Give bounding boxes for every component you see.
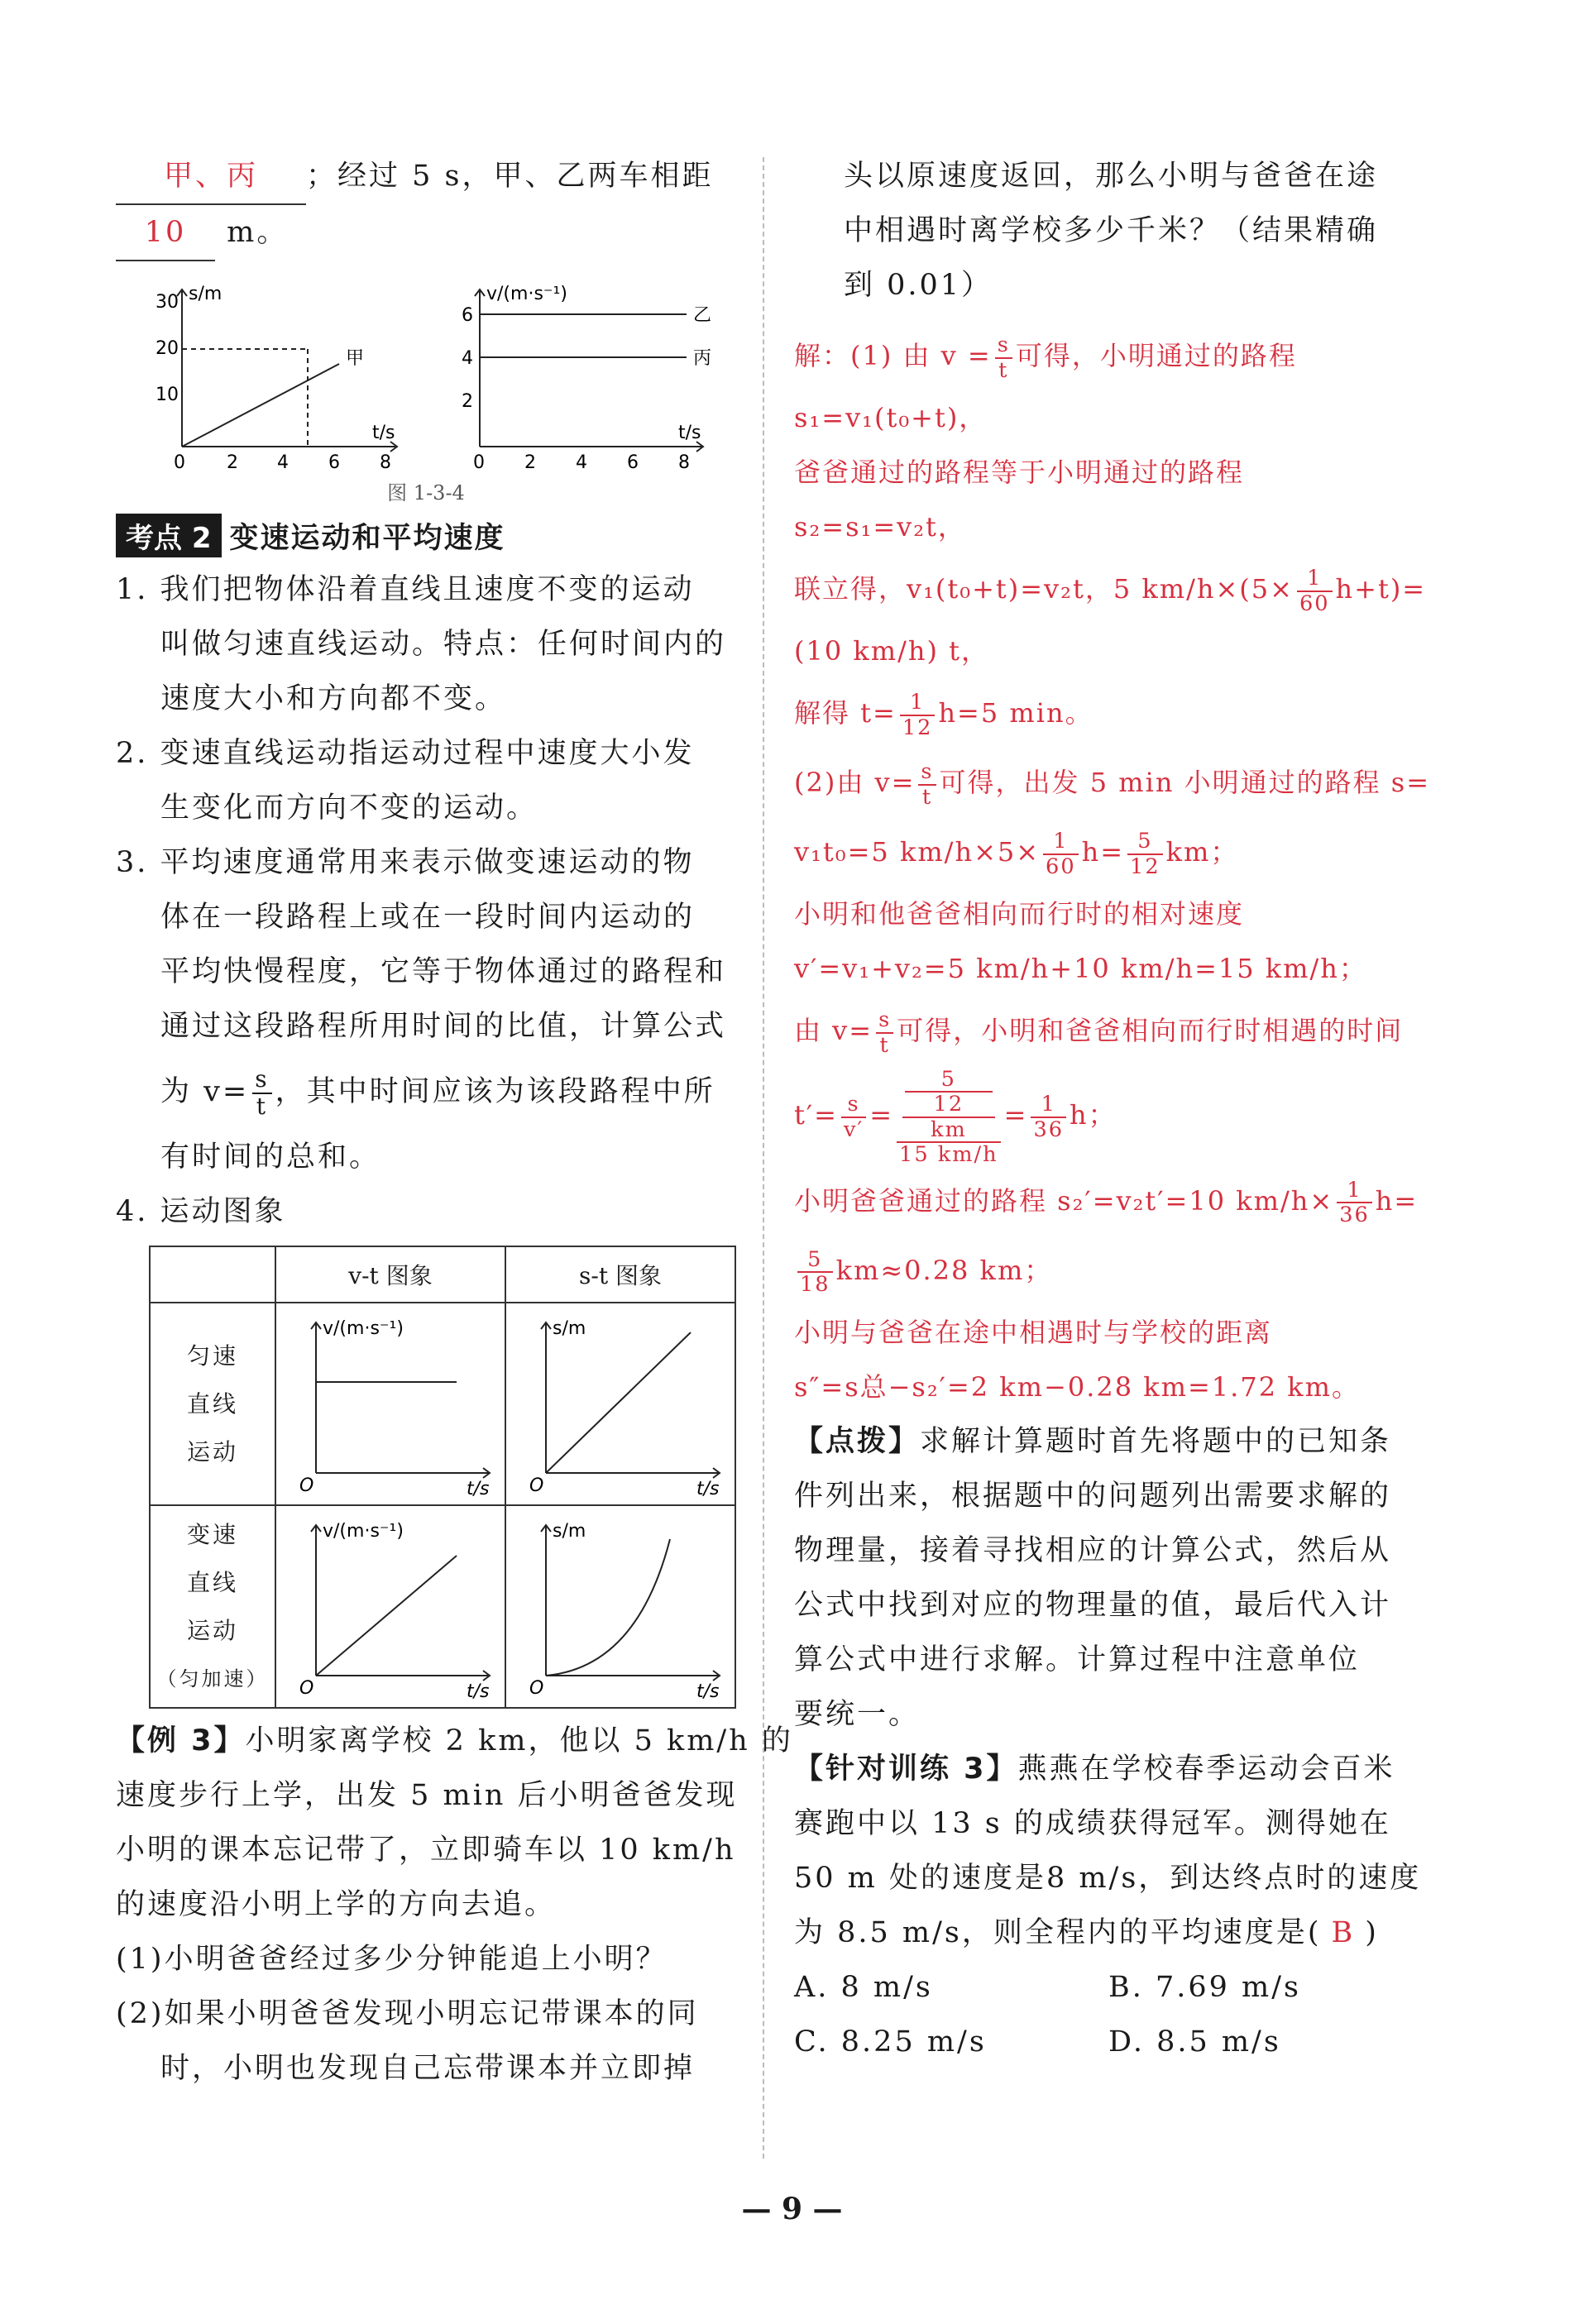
fraction-den: 12 bbox=[902, 715, 933, 740]
training-line bbox=[794, 1906, 1423, 1960]
solution-line bbox=[794, 1065, 1423, 1166]
v-t-ytick: 4 bbox=[462, 348, 473, 369]
solution-text: = bbox=[1003, 1099, 1028, 1131]
fraction-den: 12 bbox=[933, 1092, 964, 1117]
answer-blank-2: 10 bbox=[116, 205, 215, 261]
s-t-xtick: 4 bbox=[277, 452, 289, 471]
solution-text: 解得 t= bbox=[794, 697, 897, 729]
unit-text: km bbox=[930, 1117, 967, 1142]
solution-line: 小明与爸爸在途中相遇时与学校的距离 bbox=[794, 1316, 1273, 1348]
compound-fraction bbox=[897, 1068, 1001, 1166]
fraction-den: 18 bbox=[800, 1272, 830, 1298]
example-line bbox=[116, 1714, 793, 1768]
para-2-line: 生变化而方向不变的运动。 bbox=[160, 791, 538, 825]
uniform-vt-graph bbox=[283, 1308, 498, 1498]
solution-text: km； bbox=[1165, 836, 1239, 868]
axis-label-s: s/m bbox=[553, 1520, 586, 1542]
fraction-den: 36 bbox=[1339, 1203, 1370, 1228]
solution-text: v₁t₀=5 km/h×5× bbox=[794, 836, 1041, 868]
fraction bbox=[841, 1093, 866, 1140]
training-tag: 【针对训练 3】 bbox=[794, 1752, 1018, 1786]
fraction-num: 1 bbox=[1031, 1093, 1066, 1117]
fraction-s-over-t bbox=[252, 1064, 271, 1120]
fraction bbox=[1043, 830, 1079, 877]
solution-text: 可得，出发 5 min 小明通过的路程 s= bbox=[939, 767, 1431, 798]
para-1-line: 速度大小和方向都不变。 bbox=[160, 682, 507, 715]
solution-text: 可得，小明通过的路程 bbox=[1015, 340, 1297, 371]
fraction bbox=[1031, 1093, 1066, 1140]
fraction-num: s bbox=[876, 1008, 893, 1033]
s-t-graph bbox=[132, 273, 414, 471]
v-t-ytick: 2 bbox=[462, 391, 473, 412]
fraction bbox=[1297, 567, 1333, 614]
solution-text: h+t)= bbox=[1335, 573, 1427, 605]
v-t-xtick: 4 bbox=[576, 452, 587, 471]
fraction bbox=[918, 760, 936, 808]
v-t-graph bbox=[438, 273, 720, 471]
option-c: C. 8.25 m/s bbox=[794, 2025, 987, 2059]
tip-tag: 【点拨】 bbox=[794, 1424, 921, 1458]
solution-line bbox=[794, 678, 1423, 748]
formula-suffix: ，其中时间应该为该段路程中所 bbox=[275, 1075, 715, 1108]
accel-vt-graph-cell bbox=[275, 1505, 505, 1708]
row-label-text: 直线 bbox=[186, 1389, 238, 1418]
uniform-vt-graph-cell bbox=[275, 1303, 505, 1505]
v-t-ylabel: v/(m·s⁻¹) bbox=[486, 284, 567, 304]
training-text: 为 8.5 m/s，则全程内的平均速度是( bbox=[794, 1915, 1322, 1949]
solution-line bbox=[794, 1236, 1423, 1305]
tip-line: 算公式中进行求解。计算过程中注意单位 bbox=[794, 1643, 1361, 1676]
training-line: 50 m 处的速度是8 m/s，到达终点时的速度 bbox=[794, 1861, 1422, 1895]
solution-text: h； bbox=[1070, 1099, 1117, 1131]
fraction bbox=[900, 691, 936, 739]
origin-label: O bbox=[529, 1677, 544, 1699]
tip-line: 公式中找到对应的物理量的值，最后代入计 bbox=[794, 1588, 1392, 1622]
page-number: — 9 — bbox=[741, 2192, 843, 2226]
fraction-den: 12 bbox=[1130, 854, 1160, 879]
options-row bbox=[794, 2015, 1423, 2069]
solution-line bbox=[794, 996, 1423, 1065]
section-title: 变速运动和平均速度 bbox=[229, 521, 505, 555]
fraction-num: 5 bbox=[1127, 830, 1163, 854]
fraction-num: 5 bbox=[905, 1068, 993, 1093]
solution-text: h=5 min。 bbox=[938, 697, 1093, 729]
fraction-num: s bbox=[841, 1093, 866, 1117]
solution-text: 小明爸爸通过的路程 s₂′=v₂t′=10 km/h× bbox=[794, 1184, 1334, 1217]
uniform-st-graph-cell bbox=[505, 1303, 735, 1505]
s-t-ytick: 30 bbox=[156, 292, 179, 313]
figure-1-3-4 bbox=[132, 273, 736, 471]
column-divider bbox=[763, 157, 764, 2159]
axis-label-t: t/s bbox=[467, 1681, 490, 1700]
formula-prefix: 为 v= bbox=[160, 1075, 250, 1108]
series-label-bing: 丙 bbox=[693, 348, 712, 369]
accel-vt-graph bbox=[283, 1510, 498, 1700]
solution-line: s₁=v₁(t₀+t)， bbox=[794, 402, 988, 433]
section-tag: 考点 2 bbox=[116, 514, 222, 557]
fraction bbox=[797, 1248, 833, 1296]
solution-line: 小明和他爸爸相向而行时的相对速度 bbox=[794, 898, 1245, 930]
axis-label-v: v/(m·s⁻¹) bbox=[323, 1317, 404, 1339]
tip-line: 件列出来，根据题中的问题列出需要求解的 bbox=[794, 1479, 1392, 1513]
question-2: 时，小明也发现自己忘带课本并立即掉 bbox=[160, 2052, 696, 2085]
motion-graph-table bbox=[149, 1246, 736, 1709]
fraction bbox=[902, 1068, 995, 1117]
fraction bbox=[1337, 1179, 1372, 1227]
s-t-xtick: 0 bbox=[174, 452, 185, 471]
uniform-st-graph bbox=[513, 1308, 728, 1498]
fraction-den: 15 km/h bbox=[899, 1141, 998, 1167]
example-line: 小明的课本忘记带了，立即骑车以 10 km/h bbox=[116, 1834, 736, 1867]
intro-line-1 bbox=[116, 149, 736, 205]
series-label-yi: 乙 bbox=[693, 305, 712, 326]
solution-line bbox=[794, 1166, 1423, 1236]
fraction-num: s bbox=[918, 760, 936, 785]
row-label-text: （匀加速） bbox=[156, 1666, 269, 1690]
fraction-num: 1 bbox=[1297, 567, 1333, 591]
v-t-ytick: 6 bbox=[462, 305, 473, 326]
solution-text: 由 v= bbox=[794, 1015, 873, 1046]
left-column bbox=[116, 149, 793, 2096]
solution-text: 解：(1) 由 v = bbox=[794, 340, 992, 371]
row-label-text: 变速 bbox=[186, 1520, 238, 1548]
origin-label: O bbox=[299, 1475, 314, 1496]
row-label-uniform bbox=[150, 1303, 275, 1505]
para-3-line: 平均快慢程度，它等于物体通过的路程和 bbox=[160, 955, 727, 988]
v-t-xtick: 0 bbox=[473, 452, 485, 471]
figure-caption: 图 1-3-4 bbox=[387, 481, 465, 504]
s-t-xtick: 8 bbox=[380, 452, 391, 471]
para-3-line: 有时间的总和。 bbox=[160, 1140, 381, 1174]
option-a: A. 8 m/s bbox=[794, 1970, 933, 2004]
solution-line bbox=[794, 554, 1427, 624]
axis-label-t: t/s bbox=[696, 1478, 720, 1498]
tip-line: 要统一。 bbox=[794, 1697, 921, 1731]
options-row bbox=[794, 1960, 1423, 2015]
intro-text-1: ；经过 5 s，甲、乙两车相距 bbox=[306, 160, 714, 193]
question-2: (2)如果小明爸爸发现小明忘记带课本的同 bbox=[116, 1997, 699, 2030]
training-line: 赛跑中以 13 s 的成绩获得冠军。测得她在 bbox=[794, 1806, 1391, 1840]
intro-text-2: m。 bbox=[227, 216, 289, 249]
fraction-num: s bbox=[252, 1067, 271, 1094]
para-1-line: 叫做匀速直线运动。特点：任何时间内的 bbox=[160, 628, 727, 661]
s-t-ylabel: s/m bbox=[189, 284, 223, 304]
s-t-xlabel: t/s bbox=[372, 423, 395, 443]
training-answer: B bbox=[1331, 1915, 1356, 1949]
para-4-line: 4. 运动图象 bbox=[116, 1195, 286, 1228]
solution-line: s₂=s₁=v₂t， bbox=[794, 511, 966, 543]
fraction bbox=[1127, 830, 1163, 877]
axis-label-t: t/s bbox=[696, 1681, 720, 1700]
solution-line bbox=[794, 748, 1431, 817]
section-heading bbox=[116, 514, 736, 557]
v-t-xtick: 8 bbox=[678, 452, 690, 471]
para-3-formula-line bbox=[116, 1054, 736, 1130]
table-header-vt: v-t 图象 bbox=[275, 1246, 505, 1303]
fraction-den: t bbox=[921, 784, 933, 810]
fraction-num: 1 bbox=[900, 691, 936, 715]
s-t-xtick: 2 bbox=[227, 452, 238, 471]
fraction-den: v′ bbox=[843, 1117, 864, 1142]
accel-st-graph bbox=[513, 1510, 728, 1700]
solution-line: (10 km/h) t， bbox=[794, 635, 990, 667]
row-label-text: 运动 bbox=[186, 1616, 238, 1644]
v-t-xtick: 6 bbox=[627, 452, 639, 471]
example-text: 小明家离学校 2 km，他以 5 km/h 的 bbox=[245, 1724, 793, 1757]
fraction-num bbox=[897, 1068, 1001, 1142]
solution-line: s″=s总−s₂′=2 km−0.28 km=1.72 km。 bbox=[794, 1370, 1360, 1403]
right-column bbox=[794, 149, 1431, 2069]
solution-text: = bbox=[869, 1099, 894, 1131]
fraction-num: 1 bbox=[1337, 1179, 1372, 1203]
solution-line: 爸爸通过的路程等于小明通过的路程 bbox=[794, 457, 1245, 488]
solution-text: h= bbox=[1081, 836, 1125, 868]
fraction bbox=[876, 1008, 893, 1056]
solution-text: t′= bbox=[794, 1099, 838, 1131]
fraction-num: 1 bbox=[1043, 830, 1079, 854]
option-d: D. 8.5 m/s bbox=[1108, 2025, 1281, 2059]
tip-line: 物理量，接着寻找相应的计算公式，然后从 bbox=[794, 1533, 1392, 1567]
question-2-cont: 到 0.01） bbox=[844, 269, 993, 302]
fraction-num: 5 bbox=[797, 1248, 833, 1273]
question-2-cont: 中相遇时离学校多少千米？（结果精确 bbox=[844, 214, 1379, 247]
example-line: 速度步行上学，出发 5 min 后小明爸爸发现 bbox=[116, 1779, 738, 1812]
example-line: 的速度沿小明上学的方向去追。 bbox=[116, 1888, 557, 1921]
fraction-num: s bbox=[995, 333, 1012, 358]
para-3-line: 通过这段路程所用时间的比值，计算公式 bbox=[160, 1010, 727, 1043]
solution-line bbox=[794, 817, 1423, 887]
option-b: B. 7.69 m/s bbox=[1108, 1970, 1301, 2004]
fraction-den: t bbox=[256, 1092, 269, 1120]
training-text: 燕燕在学校春季运动会百米 bbox=[1017, 1752, 1395, 1786]
accel-st-graph-cell bbox=[505, 1505, 735, 1708]
row-label-text: 匀速 bbox=[186, 1341, 238, 1370]
s-t-xtick: 6 bbox=[328, 452, 340, 471]
solution-text: km≈0.28 km； bbox=[835, 1254, 1053, 1286]
question-1: (1)小明爸爸经过多少分钟能追上小明？ bbox=[116, 1943, 668, 1976]
v-t-xtick: 2 bbox=[524, 452, 536, 471]
para-3-line: 3. 平均速度通常用来表示做变速运动的物 bbox=[116, 846, 695, 879]
fraction-den: t bbox=[879, 1032, 890, 1058]
question-2-cont: 头以原速度返回，那么小明与爸爸在途 bbox=[844, 160, 1379, 193]
origin-label: O bbox=[299, 1677, 314, 1699]
solution-line: v′=v₁+v₂=5 km/h+10 km/h=15 km/h； bbox=[794, 953, 1367, 984]
fraction-den: 36 bbox=[1033, 1117, 1065, 1142]
axis-label-s: s/m bbox=[553, 1317, 586, 1339]
training-text: ) bbox=[1365, 1915, 1379, 1949]
solution-text: h= bbox=[1375, 1184, 1419, 1217]
axis-label-t: t/s bbox=[467, 1478, 490, 1498]
s-t-ytick: 20 bbox=[156, 338, 179, 359]
tip-line bbox=[794, 1414, 1423, 1469]
series-label-jia: 甲 bbox=[346, 348, 365, 369]
row-label-accelerating bbox=[150, 1505, 275, 1708]
fraction bbox=[995, 333, 1012, 381]
example-tag: 【例 3】 bbox=[116, 1724, 246, 1757]
row-label-text: 运动 bbox=[186, 1437, 238, 1466]
fraction-den: 60 bbox=[1046, 854, 1076, 879]
tip-text: 求解计算题时首先将题中的已知条 bbox=[920, 1424, 1392, 1458]
para-2-line: 2. 变速直线运动指运动过程中速度大小发 bbox=[116, 737, 695, 770]
v-t-xlabel: t/s bbox=[678, 423, 701, 443]
solution-block bbox=[794, 321, 1431, 1414]
answer-blank-1: 甲、丙 bbox=[116, 149, 306, 205]
s-t-ytick: 10 bbox=[156, 385, 179, 405]
table-header-st: s-t 图象 bbox=[505, 1246, 735, 1303]
axis-label-v: v/(m·s⁻¹) bbox=[323, 1520, 404, 1542]
solution-text: 可得，小明和爸爸相向而行时相遇的时间 bbox=[897, 1015, 1404, 1046]
origin-label: O bbox=[529, 1475, 544, 1496]
row-label-text: 直线 bbox=[186, 1568, 238, 1596]
training-line bbox=[794, 1742, 1423, 1796]
solution-line bbox=[794, 321, 1423, 390]
intro-line-2 bbox=[116, 205, 736, 261]
fraction-den: t bbox=[998, 357, 1009, 383]
para-1-line: 1. 我们把物体沿着直线且速度不变的运动 bbox=[116, 573, 695, 606]
solution-text: (2)由 v= bbox=[794, 767, 916, 798]
para-3-line: 体在一段路程上或在一段时间内运动的 bbox=[160, 901, 696, 934]
fraction-den: 60 bbox=[1299, 591, 1330, 616]
solution-text: 联立得，v₁(t₀+t)=v₂t，5 km/h×(5× bbox=[794, 573, 1294, 605]
